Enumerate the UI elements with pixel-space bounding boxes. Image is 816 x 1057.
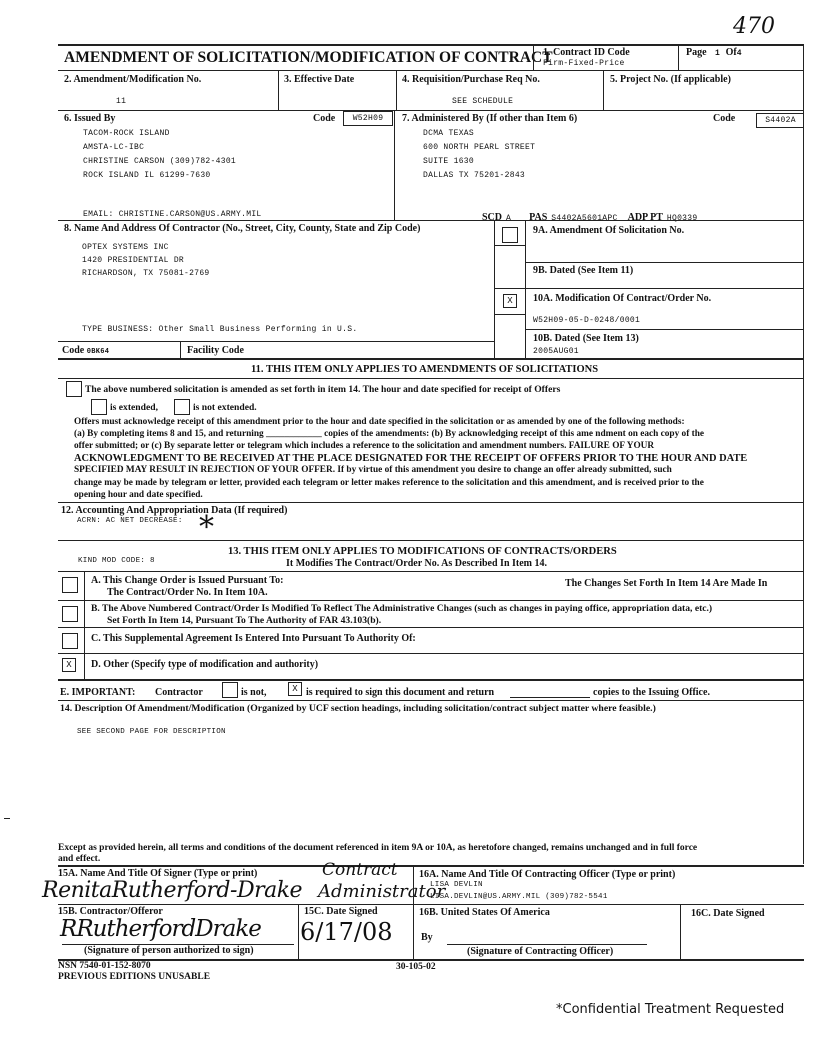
row-rule	[494, 245, 526, 246]
divider	[413, 866, 414, 960]
item-13a-line-2: The Contract/Order No. In Item 10A.	[107, 587, 268, 598]
solicitation-amended-checkbox[interactable]	[66, 381, 82, 397]
item-13a-checkbox[interactable]	[62, 577, 78, 593]
issued-by-email: EMAIL: CHRISTINE.CARSON@US.ARMY.MIL	[83, 210, 262, 219]
page-word: Page	[686, 47, 707, 58]
row-rule	[525, 329, 804, 330]
handwritten-page-number: 470	[733, 14, 775, 39]
is-required-checkbox[interactable]: X	[288, 682, 302, 696]
item-10b-value: 2005AUG01	[533, 347, 579, 356]
item-15a-label: 15A. Name And Title Of Signer (Type or print)	[58, 868, 258, 879]
item-16a-name: LISA DEVLIN	[430, 881, 483, 889]
handwritten-contractor-signature: RRutherfordDrake	[60, 916, 261, 942]
issued-by-code-label: Code	[313, 113, 336, 124]
item-11-paragraph-2: (a) By completing items 8 and 15, and returning ____________ copies of the amendments: (b) By acknowledging receipt of this ame ndment on each copy of the	[74, 429, 705, 439]
contractor-line-3: RICHARDSON, TX 75081-2769	[82, 269, 210, 278]
nsn-number: NSN 7540-01-152-8070	[58, 961, 151, 971]
margin-mark	[4, 818, 10, 819]
divider	[278, 70, 279, 110]
is-extended-label: is extended,	[110, 402, 158, 413]
item-13b-line-1: B. The Above Numbered Contract/Order Is Modified To Reflect The Administrative Changes (such as changes in paying office, appropriation data, etc.)	[91, 603, 713, 614]
form-title: AMENDMENT OF SOLICITATION/MODIFICATION OF CONTRACT	[64, 49, 553, 66]
contract-id-label: 1. Contract ID Code	[543, 47, 630, 58]
adp-value: HQ0339	[666, 214, 698, 223]
page-right-border	[803, 44, 804, 864]
requisition-label: 4. Requisition/Purchase Req No.	[402, 74, 540, 85]
item-13c-checkbox[interactable]	[62, 633, 78, 649]
is-not-label: is not,	[241, 687, 267, 698]
administered-by-line-3: SUITE 1630	[423, 157, 475, 166]
row-rule	[58, 653, 804, 654]
administered-by-label: 7. Administered By (If other than Item 6)	[402, 113, 578, 124]
effective-date-label: 3. Effective Date	[284, 74, 355, 85]
form-number: 30-105-02	[396, 962, 436, 972]
contractor-code-value: 0BK64	[86, 348, 110, 356]
important-label: E. IMPORTANT:	[60, 687, 136, 698]
divider	[180, 341, 181, 358]
administered-by-line-1: DCMA TEXAS	[423, 129, 475, 138]
issued-by-line-3: CHRISTINE CARSON (309)782-4301	[83, 157, 237, 166]
contractor-code-label	[62, 345, 109, 356]
item-13b-checkbox[interactable]	[62, 606, 78, 622]
issued-by-line-1: TACOM-ROCK ISLAND	[83, 129, 170, 138]
row-rule	[58, 904, 804, 905]
divider	[603, 70, 604, 110]
contractor-word: Contractor	[155, 687, 203, 698]
page-label	[686, 47, 742, 58]
page-total: 4	[736, 49, 742, 58]
contractor-signature-caption: (Signature of person authorized to sign)	[84, 945, 254, 956]
item-13b-line-2: Set Forth In Item 14, Pursuant To The Authority of FAR 43.103(b).	[107, 615, 382, 626]
contractor-line-2: 1420 PRESIDENTIAL DR	[82, 256, 185, 265]
issued-by-line-2: AMSTA-LC-IBC	[83, 143, 145, 152]
contractor-code-word: Code	[62, 345, 85, 356]
item-13a-right: The Changes Set Forth In Item 14 Are Made In	[565, 578, 768, 589]
item-13-subheader: It Modifies The Contract/Order No. As Described In Item 14.	[286, 558, 547, 569]
row-rule	[58, 110, 804, 111]
row-rule	[525, 262, 804, 263]
except-text-line-1: Except as provided herein, all terms and conditions of the document referenced in item 9A or 10A, as heretofore changed, remains unchanged and in full force	[58, 843, 698, 853]
page-of: Of	[725, 47, 737, 58]
co-signature-caption: (Signature of Contracting Officer)	[467, 946, 614, 957]
divider	[494, 220, 495, 358]
item-11-paragraph-4: ACKNOWLEDGMENT TO BE RECEIVED AT THE PLACE DESIGNATED FOR THE RECEIPT OF OFFERS PRIOR TO THE HOUR AND DATE	[74, 453, 748, 464]
amendment-no-value: 11	[116, 97, 127, 106]
item-12-label: 12. Accounting And Appropriation Data (If required)	[61, 505, 288, 516]
divider	[394, 110, 395, 220]
administered-by-code: S4402A	[756, 113, 804, 128]
contractor-line-1: OPTEX SYSTEMS INC	[82, 243, 169, 252]
item-10a-checkbox[interactable]: X	[503, 294, 517, 308]
item-15c-label: 15C. Date Signed	[304, 906, 378, 917]
row-rule	[58, 70, 804, 71]
scd-value: A	[506, 214, 512, 223]
form-top-rule	[58, 44, 804, 46]
project-no-label: 5. Project No. (If applicable)	[610, 74, 731, 85]
handwritten-signer-title-2: Administrator	[318, 881, 446, 902]
row-rule	[58, 600, 804, 601]
is-required-label: is required to sign this document and return	[306, 687, 495, 698]
row-rule	[494, 288, 804, 289]
item-13c-line: C. This Supplemental Agreement Is Entered Into Pursuant To Authority Of:	[91, 633, 416, 644]
item-13d-line: D. Other (Specify type of modification and authority)	[91, 659, 319, 670]
item-9a-checkbox[interactable]	[502, 227, 518, 243]
requisition-value: SEE SCHEDULE	[452, 97, 514, 106]
item-13a-line-1: A. This Change Order is Issued Pursuant To:	[91, 575, 284, 586]
adp-label: ADP PT	[627, 212, 663, 223]
item-11-paragraph-7: opening hour and date specified.	[74, 490, 203, 500]
redaction-asterisk-mark: *	[199, 510, 214, 545]
is-extended-checkbox[interactable]	[91, 399, 107, 415]
contractor-label: 8. Name And Address Of Contractor (No., Street, City, County, State and Zip Code)	[64, 223, 421, 234]
item-11-line-1: The above numbered solicitation is amended as set forth in item 14. The hour and date specified for receipt of Offers	[85, 384, 561, 395]
facility-code-label: Facility Code	[187, 345, 244, 356]
item-11-header: 11. THIS ITEM ONLY APPLIES TO AMENDMENTS OF SOLICITATIONS	[251, 364, 599, 375]
row-rule	[494, 314, 526, 315]
pas-value: S4402A5601APC	[551, 214, 618, 223]
row-rule	[58, 378, 804, 379]
item-16a-contact: LISA.DEVLIN@US.ARMY.MIL (309)782-5541	[430, 893, 608, 901]
amendment-no-label: 2. Amendment/Modification No.	[64, 74, 202, 85]
is-not-extended-checkbox[interactable]	[174, 399, 190, 415]
row-rule	[58, 341, 494, 342]
row-rule	[58, 358, 804, 360]
row-rule	[58, 865, 804, 867]
item-16a-label: 16A. Name And Title Of Contracting Officer (Type or print)	[419, 869, 676, 880]
item-14-label: 14. Description Of Amendment/Modification (Organized by UCF section headings, including solicitation/contract subject matter where feasible.)	[60, 703, 656, 714]
item-10b-label: 10B. Dated (See Item 13)	[533, 333, 639, 344]
scd-pas-adp-row	[482, 207, 697, 225]
row-rule	[58, 679, 804, 681]
item-14-value: SEE SECOND PAGE FOR DESCRIPTION	[77, 728, 226, 736]
divider	[680, 904, 681, 960]
item-11-paragraph-5: SPECIFIED MAY RESULT IN REJECTION OF YOUR OFFER. If by virtue of this amendment you desire to change an offer already submitted, such	[74, 465, 672, 475]
item-9b-label: 9B. Dated (See Item 11)	[533, 265, 634, 276]
handwritten-signer-name: RenitaRutherford-Drake	[42, 878, 303, 903]
handwritten-date-signed: 6/17/08	[300, 918, 393, 946]
administered-by-code-label: Code	[713, 113, 736, 124]
item-11-paragraph-6: change may be made by telegram or letter, provided each telegram or letter makes reference to the solicitation and this amendment, and is received prior to the	[74, 478, 704, 488]
item-10a-label: 10A. Modification Of Contract/Order No.	[533, 293, 712, 304]
issued-by-line-4: ROCK ISLAND IL 61299-7630	[83, 171, 211, 180]
by-label: By	[421, 932, 433, 943]
co-signature-line	[447, 944, 647, 945]
row-rule	[58, 571, 804, 572]
pas-label: PAS	[529, 212, 548, 223]
divider	[396, 70, 397, 110]
except-text-line-2: and effect.	[58, 854, 101, 864]
contract-id-value: Firm-Fixed-Price	[543, 59, 625, 68]
divider	[298, 904, 299, 960]
item-16c-label: 16C. Date Signed	[691, 908, 765, 919]
issued-by-code: W52H09	[343, 111, 393, 126]
divider	[678, 45, 679, 70]
item-13d-checkbox[interactable]: X	[62, 658, 76, 672]
row-rule	[58, 700, 804, 701]
copies-to-issuing-office: copies to the Issuing Office.	[593, 687, 710, 698]
previous-editions: PREVIOUS EDITIONS UNUSABLE	[58, 972, 211, 982]
item-9a-label: 9A. Amendment Of Solicitation No.	[533, 225, 685, 236]
copies-blank	[510, 697, 590, 698]
type-business: TYPE BUSINESS: Other Small Business Performing in U.S.	[82, 325, 358, 334]
item-13-header: 13. THIS ITEM ONLY APPLIES TO MODIFICATIONS OF CONTRACTS/ORDERS	[228, 546, 617, 557]
item-12-value: ACRN: AC NET DECREASE:	[77, 517, 183, 525]
scd-label: SCD	[482, 212, 503, 223]
handwritten-signer-title-1: Contract	[322, 860, 398, 880]
is-not-extended-label: is not extended.	[193, 402, 257, 413]
row-rule	[58, 959, 804, 961]
row-rule	[58, 502, 804, 503]
item-16b-label: 16B. United States Of America	[419, 907, 550, 918]
issued-by-label: 6. Issued By	[64, 113, 116, 124]
item-11-paragraph-3: offer submitted; or (c) By separate letter or telegram which includes a reference to the solicitation and amendment numbers. FAILURE OF YOUR	[74, 441, 655, 451]
administered-by-line-4: DALLAS TX 75201-2843	[423, 171, 526, 180]
divider	[525, 220, 526, 358]
divider	[84, 571, 85, 679]
divider	[533, 45, 534, 70]
confidential-notice: *Confidential Treatment Requested	[556, 1002, 785, 1017]
is-not-required-checkbox[interactable]	[222, 682, 238, 698]
item-15b-label: 15B. Contractor/Offeror	[58, 906, 163, 917]
item-11-paragraph-1: Offers must acknowledge receipt of this amendment prior to the hour and date specified in the solicitation or as amended by one of the following methods:	[74, 417, 685, 427]
kind-mod-code: KIND MOD CODE: 8	[78, 557, 155, 565]
item-10a-value: W52H09-05-D-0248/0001	[533, 316, 641, 325]
administered-by-line-2: 600 NORTH PEARL STREET	[423, 143, 536, 152]
page-current: 1	[715, 49, 721, 58]
row-rule	[58, 540, 804, 541]
row-rule	[58, 627, 804, 628]
row-rule	[58, 220, 804, 221]
